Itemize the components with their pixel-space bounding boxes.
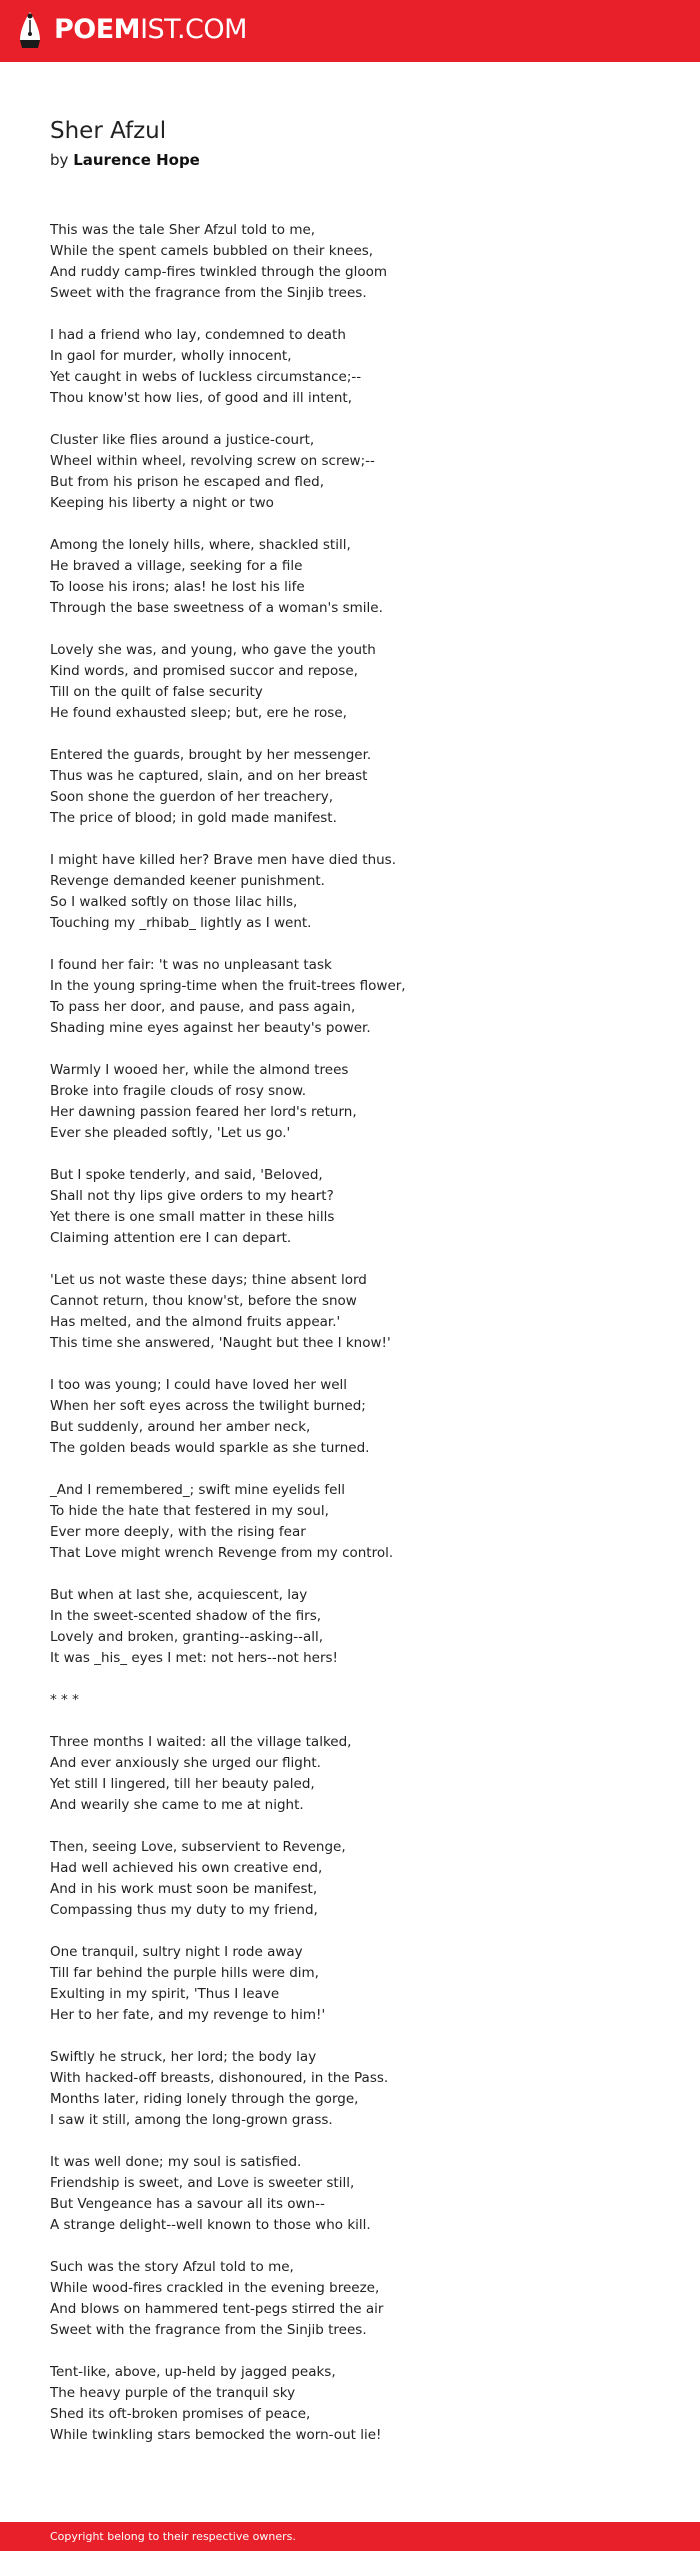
poem-line: And wearily she came to me at night. — [50, 1797, 304, 1813]
poem-line: Has melted, and the almond fruits appear.' — [50, 1314, 341, 1330]
poem-line: The golden beads would sparkle as she turned. — [50, 1440, 370, 1456]
poem-line: _And I remembered_; swift mine eyelids fell — [50, 1482, 345, 1498]
poem-line: I had a friend who lay, condemned to death — [50, 327, 346, 343]
poem-line: Till on the quilt of false security — [50, 684, 263, 700]
poem-line: Touching my _rhibab_ lightly as I went. — [50, 915, 312, 931]
poem-line: Compassing thus my duty to my friend, — [50, 1902, 318, 1918]
poem-line: In the young spring-time when the fruit-trees flower, — [50, 978, 406, 994]
poem-line: Ever more deeply, with the rising fear — [50, 1524, 306, 1540]
poem-line: Her to her fate, and my revenge to him!' — [50, 2007, 326, 2023]
poem-line: Keeping his liberty a night or two — [50, 495, 274, 511]
poem-line: To hide the hate that festered in my soul, — [50, 1503, 329, 1519]
poem-line: Three months I waited: all the village talked, — [50, 1734, 352, 1750]
poem-line: Such was the story Afzul told to me, — [50, 2259, 294, 2275]
poem-line: Through the base sweetness of a woman's smile. — [50, 600, 383, 616]
poem-line: Till far behind the purple hills were dim, — [50, 1965, 319, 1981]
poem-line: While wood-fires crackled in the evening breeze, — [50, 2280, 380, 2296]
header-bar — [0, 0, 700, 62]
stanza — [50, 1837, 650, 1921]
stanza — [50, 1942, 650, 2026]
poem-line: Lovely and broken, granting--asking--all, — [50, 1629, 324, 1645]
stanza — [50, 2362, 650, 2446]
poem-line: To pass her door, and pause, and pass again, — [50, 999, 356, 1015]
poem-line: Sweet with the fragrance from the Sinjib trees. — [50, 285, 367, 301]
poem-line: It was well done; my soul is satisfied. — [50, 2154, 302, 2170]
poem-line: And ever anxiously she urged our flight. — [50, 1755, 321, 1771]
stanza — [50, 640, 650, 724]
poem-line: Thou know'st how lies, of good and ill intent, — [50, 390, 353, 406]
poem-line: A strange delight--well known to those who kill. — [50, 2217, 371, 2233]
poem-line: Entered the guards, brought by her messenger. — [50, 747, 372, 763]
poem-line: In gaol for murder, wholly innocent, — [50, 348, 292, 364]
poem-line: With hacked-off breasts, dishonoured, in the Pass. — [50, 2070, 389, 2086]
poem-line: Yet still I lingered, till her beauty paled, — [50, 1776, 315, 1792]
pen-nib-icon — [16, 10, 44, 50]
site-logo[interactable] — [16, 10, 247, 50]
stanza — [50, 1165, 650, 1249]
footer-bar — [0, 2522, 700, 2551]
poem-body — [50, 220, 650, 2467]
poem-line: And blows on hammered tent-pegs stirred the air — [50, 2301, 384, 2317]
poem-line: Kind words, and promised succor and repose, — [50, 663, 358, 679]
poem-line: * * * — [50, 1692, 79, 1708]
poem-line: Among the lonely hills, where, shackled still, — [50, 537, 351, 553]
poem-line: I saw it still, among the long-grown grass. — [50, 2112, 333, 2128]
poem-line: Broke into fragile clouds of rosy snow. — [50, 1083, 307, 1099]
poem-line: Then, seeing Love, subservient to Revenge, — [50, 1839, 346, 1855]
poem-line: The heavy purple of the tranquil sky — [50, 2385, 296, 2401]
poem-line: Revenge demanded keener punishment. — [50, 873, 325, 889]
poem-line: That Love might wrench Revenge from my control. — [50, 1545, 394, 1561]
poem-line: Shall not thy lips give orders to my heart? — [50, 1188, 334, 1204]
poem-line: And ruddy camp-fires twinkled through the gloom — [50, 264, 387, 280]
poem-line: Months later, riding lonely through the gorge, — [50, 2091, 359, 2107]
poem-line: I might have killed her? Brave men have died thus. — [50, 852, 397, 868]
stanza — [50, 1060, 650, 1144]
poem-line: Sweet with the fragrance from the Sinjib trees. — [50, 2322, 367, 2338]
poem-line: Ever she pleaded softly, 'Let us go.' — [50, 1125, 291, 1141]
poem-line: Had well achieved his own creative end, — [50, 1860, 323, 1876]
byline — [50, 150, 200, 170]
poem-line: Yet there is one small matter in these hills — [50, 1209, 335, 1225]
site-logo-text: POEMIST.COM — [54, 14, 247, 45]
stanza — [50, 745, 650, 829]
poem-line: This time she answered, 'Naught but thee I know!' — [50, 1335, 391, 1351]
poem-line: Claiming attention ere I can depart. — [50, 1230, 292, 1246]
poem-line: So I walked softly on those lilac hills, — [50, 894, 298, 910]
poem-line: Cluster like flies around a justice-court, — [50, 432, 315, 448]
stanza — [50, 1480, 650, 1564]
poem-line: I found her fair: 't was no unpleasant task — [50, 957, 332, 973]
poem-line: 'Let us not waste these days; thine absent lord — [50, 1272, 367, 1288]
poem-line: When her soft eyes across the twilight burned; — [50, 1398, 366, 1414]
stanza — [50, 325, 650, 409]
stanza — [50, 220, 650, 304]
poem-line: But Vengeance has a savour all its own-- — [50, 2196, 325, 2212]
poem-line: Friendship is sweet, and Love is sweeter still, — [50, 2175, 355, 2191]
poem-line: One tranquil, sultry night I rode away — [50, 1944, 303, 1960]
poem-line: It was _his_ eyes I met: not hers--not hers! — [50, 1650, 338, 1666]
stanza — [50, 1585, 650, 1669]
stanza — [50, 1270, 650, 1354]
copyright-notice: Copyright belong to their respective owners. — [50, 2530, 296, 2543]
stanza — [50, 2047, 650, 2131]
poem-line: This was the tale Sher Afzul told to me, — [50, 222, 316, 238]
poem-line: He found exhausted sleep; but, ere he rose, — [50, 705, 347, 721]
poem-line: But I spoke tenderly, and said, 'Beloved, — [50, 1167, 323, 1183]
poem-line: Thus was he captured, slain, and on her breast — [50, 768, 368, 784]
stanza — [50, 430, 650, 514]
poem-line: Soon shone the guerdon of her treachery, — [50, 789, 334, 805]
stanza — [50, 955, 650, 1039]
poem-line: While the spent camels bubbled on their knees, — [50, 243, 374, 259]
poem-line: Cannot return, thou know'st, before the snow — [50, 1293, 357, 1309]
poem-line: And in his work must soon be manifest, — [50, 1881, 318, 1897]
stanza — [50, 1690, 650, 1711]
poem-line: Exulting in my spirit, 'Thus I leave — [50, 1986, 280, 2002]
poem-line: But from his prison he escaped and fled, — [50, 474, 325, 490]
poem-line: Her dawning passion feared her lord's return, — [50, 1104, 357, 1120]
poem-line: He braved a village, seeking for a file — [50, 558, 303, 574]
poem-line: In the sweet-scented shadow of the firs, — [50, 1608, 322, 1624]
stanza — [50, 535, 650, 619]
author-link[interactable]: Laurence Hope — [73, 151, 200, 169]
poem-line: But when at last she, acquiescent, lay — [50, 1587, 308, 1603]
by-prefix: by — [50, 151, 69, 169]
poem-line: But suddenly, around her amber neck, — [50, 1419, 311, 1435]
stanza — [50, 850, 650, 934]
stanza — [50, 1375, 650, 1459]
poem-line: Yet caught in webs of luckless circumstance;-- — [50, 369, 362, 385]
poem-line: Shed its oft-broken promises of peace, — [50, 2406, 311, 2422]
poem-line: Tent-like, above, up-held by jagged peaks, — [50, 2364, 336, 2380]
poem-line: I too was young; I could have loved her well — [50, 1377, 348, 1393]
poem-line: Swiftly he struck, her lord; the body lay — [50, 2049, 317, 2065]
poem-title: Sher Afzul — [50, 118, 167, 144]
poem-line: Wheel within wheel, revolving screw on screw;-- — [50, 453, 375, 469]
poem-line: To loose his irons; alas! he lost his life — [50, 579, 305, 595]
poem-line: While twinkling stars bemocked the worn-out lie! — [50, 2427, 382, 2443]
stanza — [50, 1732, 650, 1816]
poem-line: The price of blood; in gold made manifest. — [50, 810, 337, 826]
poem-line: Shading mine eyes against her beauty's power. — [50, 1020, 371, 1036]
poem-line: Warmly I wooed her, while the almond trees — [50, 1062, 349, 1078]
stanza — [50, 2152, 650, 2236]
stanza — [50, 2257, 650, 2341]
poem-line: Lovely she was, and young, who gave the youth — [50, 642, 376, 658]
